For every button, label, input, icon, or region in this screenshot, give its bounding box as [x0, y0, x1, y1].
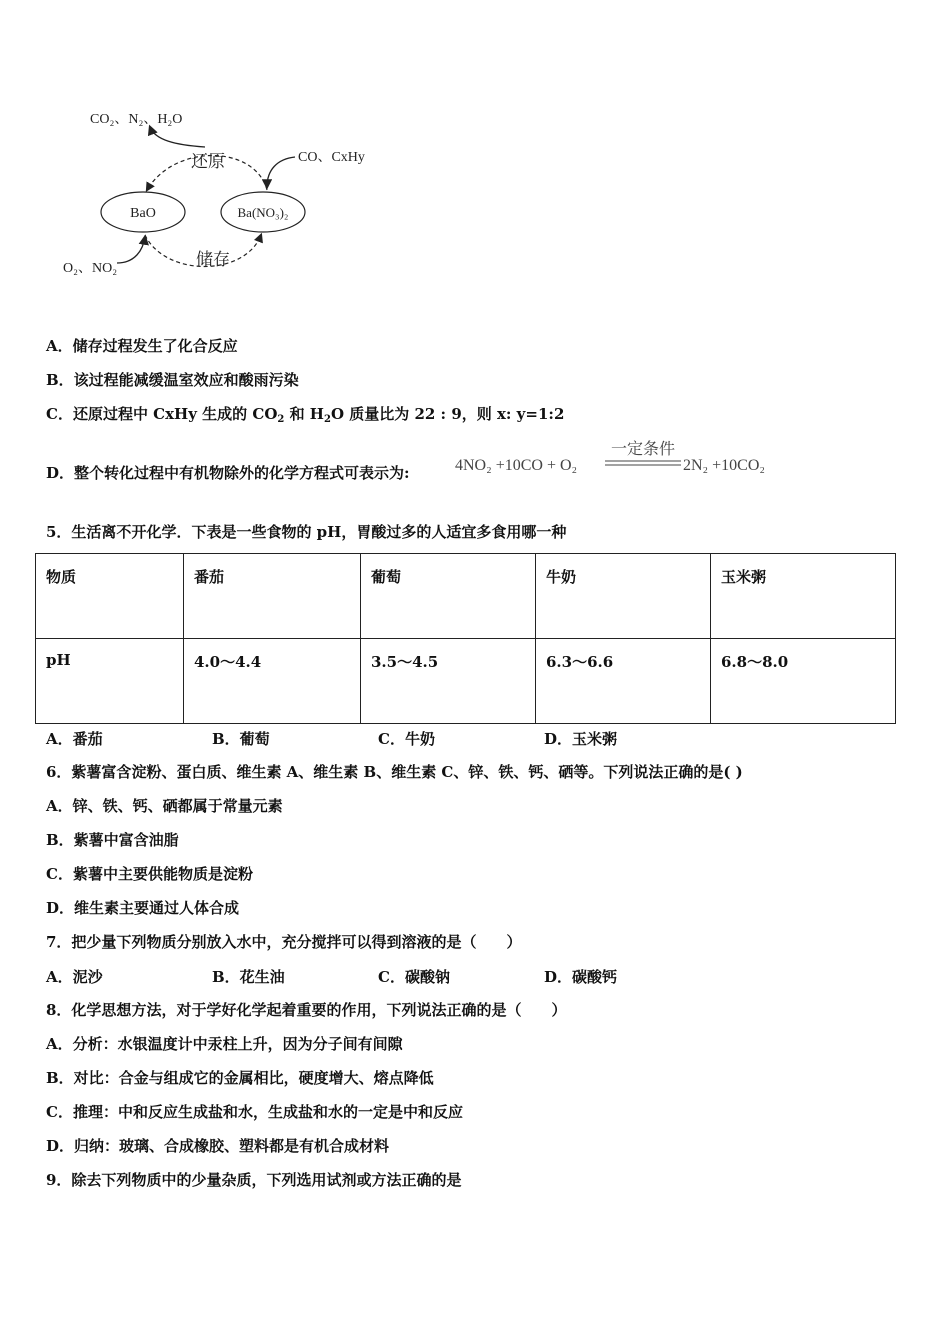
q7-stem: 7．把少量下列物质分别放入水中，充分搅拌可以得到溶液的是（ ）	[46, 933, 522, 951]
q4-option-c-pre: C．还原过程中 CxHy 生成的 CO	[46, 405, 278, 423]
table-cell: 番茄	[184, 554, 361, 639]
table-cell: 玉米粥	[711, 554, 896, 639]
q5-stem: 5．生活离不开化学．下表是一些食物的 pH，胃酸过多的人适宜多食用哪一种	[46, 523, 567, 541]
table-row	[36, 554, 896, 639]
q8-option-c: C．推理：中和反应生成盐和水，生成盐和水的一定是中和反应	[46, 1103, 463, 1121]
q4-option-c	[46, 404, 564, 430]
table-cell: 6.3～6.6	[536, 639, 711, 724]
table-row	[36, 639, 896, 724]
equation-left: 4NO₂ +10CO + O₂	[455, 457, 578, 474]
bao-node-label: BaO	[130, 206, 156, 221]
q7-option-a: A．泥沙	[46, 968, 103, 986]
q4-option-c-sub1: 2	[277, 414, 285, 425]
q8-stem: 8．化学思想方法，对于学好化学起着重要的作用，下列说法正确的是（ ）	[46, 1001, 567, 1019]
store-label: 储存	[196, 250, 230, 270]
q7-options	[46, 966, 710, 987]
table-cell: 6.8～8.0	[711, 639, 896, 724]
chemical-equation	[455, 440, 795, 485]
q5-option-d: D．玉米粥	[544, 730, 618, 748]
q5-option-c: C．牛奶	[378, 730, 435, 748]
table-cell: 3.5～4.5	[361, 639, 536, 724]
q8-option-d: D．归纳：玻璃、合成橡胶、塑料都是有机合成材料	[46, 1137, 390, 1155]
q5-option-b: B．葡萄	[212, 730, 270, 748]
equation-right: 2N₂ +10CO₂	[683, 457, 765, 474]
q4-option-c-mid: 和 H	[284, 405, 324, 423]
q6-stem: 6．紫薯富含淀粉、蛋白质、维生素 A、维生素 B、维生素 C、锌、铁、钙、硒等。下列说法正确的是( )	[46, 763, 743, 781]
right-input-arrow	[267, 157, 295, 187]
q5-options	[46, 728, 710, 749]
table-cell: 4.0～4.4	[184, 639, 361, 724]
q6-option-c: C．紫薯中主要供能物质是淀粉	[46, 865, 253, 883]
q6-option-d: D．维生素主要通过人体合成	[46, 899, 240, 917]
q7-option-c: C．碳酸钠	[378, 968, 450, 986]
table-cell: 物质	[36, 554, 184, 639]
top-products-label: CO₂、N₂、H₂O	[90, 112, 183, 127]
reduce-label: 还原	[191, 152, 225, 172]
q9-stem: 9．除去下列物质中的少量杂质，下列选用试剂或方法正确的是	[46, 1171, 462, 1189]
q4-option-a: A．储存过程发生了化合反应	[46, 337, 238, 355]
q6-option-b: B．紫薯中富含油脂	[46, 831, 179, 849]
q4-option-b: B．该过程能减缓温室效应和酸雨污染	[46, 371, 299, 389]
equation-condition: 一定条件	[610, 440, 676, 458]
q8-option-a: A．分析：水银温度计中汞柱上升，因为分子间有间隙	[46, 1035, 403, 1053]
food-ph-table	[35, 553, 896, 724]
left-input-arrow	[117, 237, 145, 263]
q4-option-c-post: O 质量比为 22 : 9，则 x: y=1:2	[330, 405, 565, 423]
table-cell: pH	[36, 639, 184, 724]
q4-option-d: D．整个转化过程中有机物除外的化学方程式可表示为:	[46, 464, 410, 482]
table-cell: 葡萄	[361, 554, 536, 639]
right-inputs-label: CO、CxHy	[298, 150, 365, 165]
q6-option-a: A．锌、铁、钙、硒都属于常量元素	[46, 797, 283, 815]
ba-nitrate-node-label: Ba(NO₃)₂	[237, 205, 289, 220]
q7-option-d: D．碳酸钙	[544, 968, 618, 986]
q4-option-c-sub2: 2	[323, 414, 331, 425]
nox-storage-reduction-diagram	[55, 95, 395, 285]
left-inputs-label: O₂、NO₂	[63, 261, 118, 276]
q5-option-a: A．番茄	[46, 730, 103, 748]
table-cell: 牛奶	[536, 554, 711, 639]
products-arrow	[150, 127, 205, 147]
q7-option-b: B．花生油	[212, 968, 285, 986]
q8-option-b: B．对比：合金与组成它的金属相比，硬度增大、熔点降低	[46, 1069, 434, 1087]
